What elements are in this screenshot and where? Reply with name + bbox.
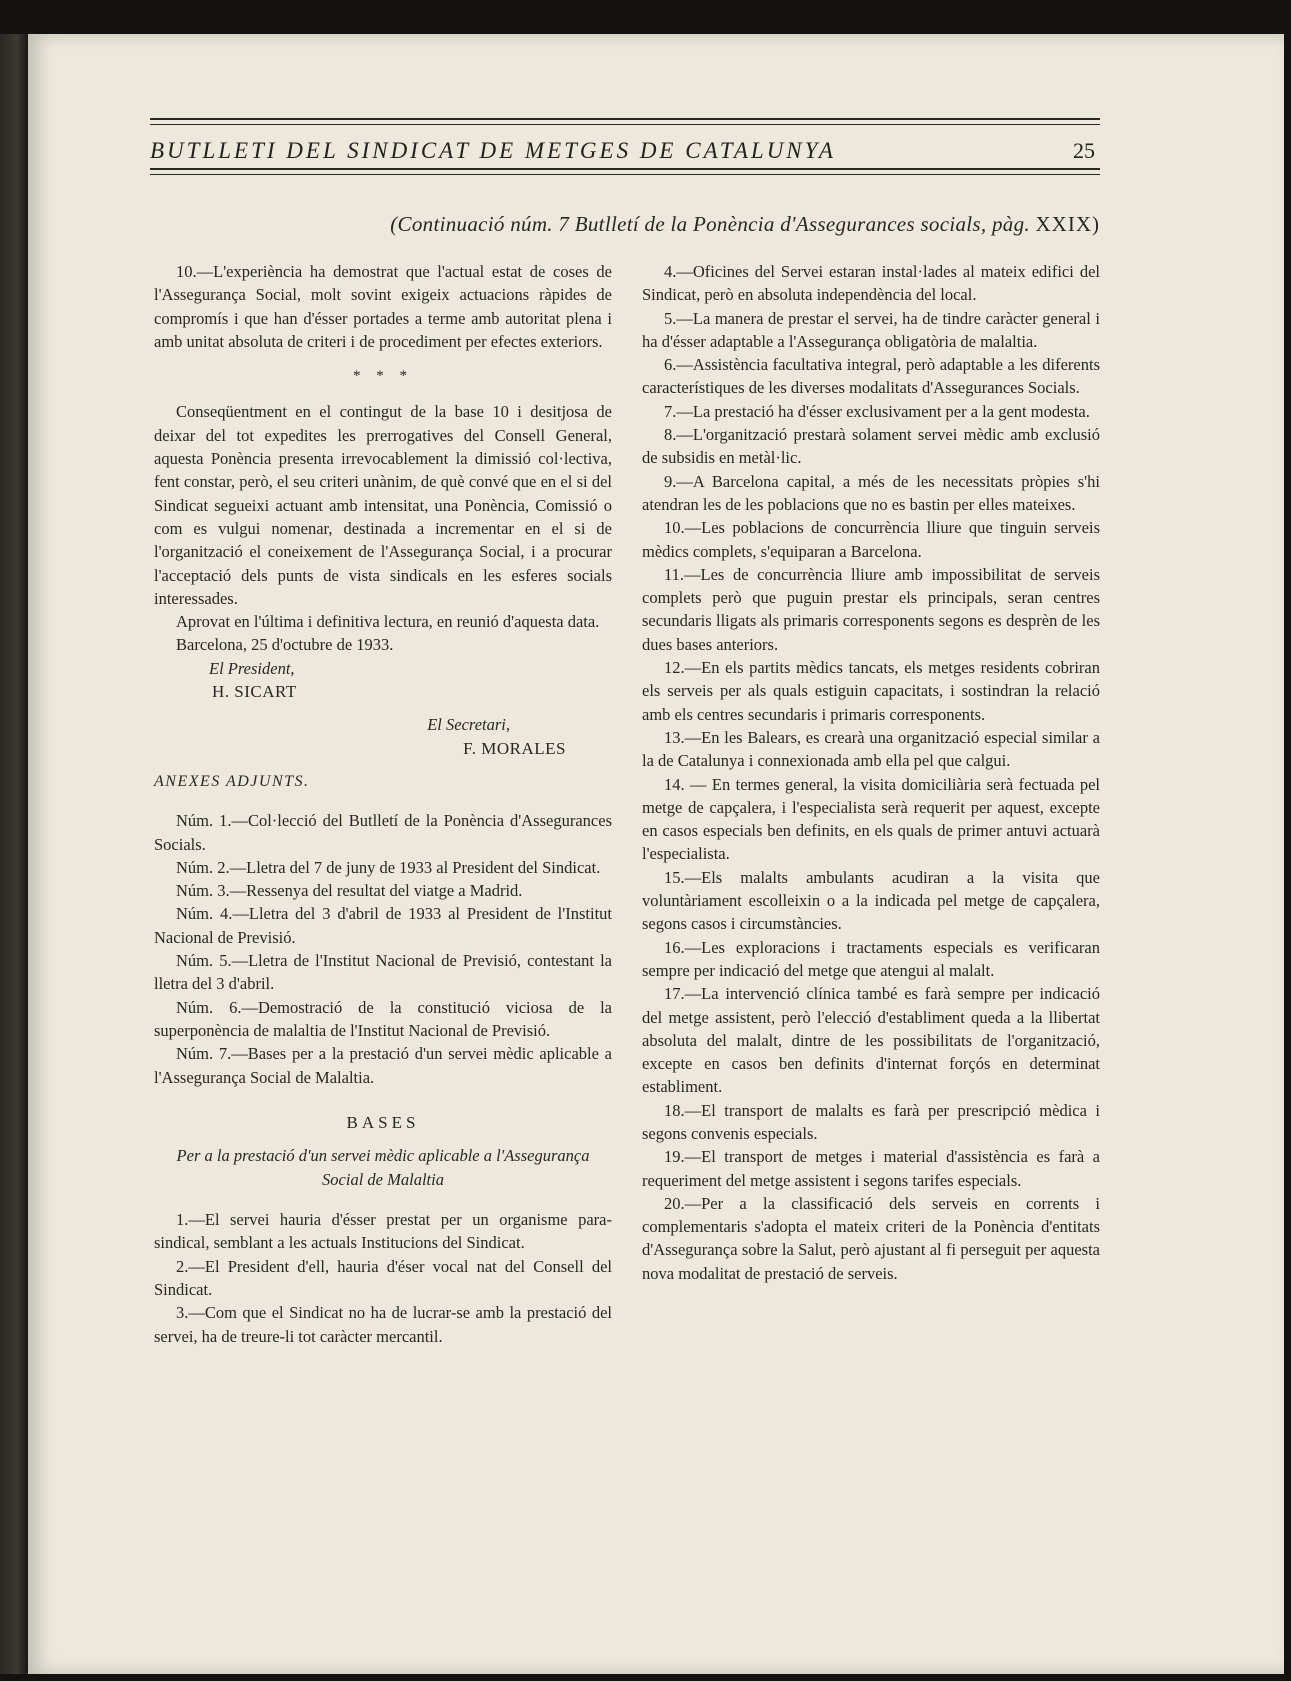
paragraph-base-10: 10.—L'experiència ha demostrat que l'actual estat de coses de l'Assegurança Social, molt sovint exigeix actuacions ràpides de compromís i que han d'ésser portades a terme amb autoritat plena i amb unitat absoluta de criteri i de procediment per efectes exteriors. <box>154 262 612 351</box>
section-separator: * * * <box>353 368 413 385</box>
base-item: 19.—El transport de metges i material d'assistència es farà a requeriment del metge assistent i segons tarifes especials. <box>642 1147 1100 1190</box>
base-item: 12.—En els partits mèdics tancats, els metges residents cobriran els serveis per als quals estiguin capacitats, i sostindran la relació amb els centres secundaris i primaris corresponents. <box>642 658 1100 724</box>
header-rule-bottom <box>150 168 1100 170</box>
annex-item: Núm. 1.—Col·lecció del Butlletí de la Ponència d'Assegurances Socials. <box>154 811 612 854</box>
base-item: 11.—Les de concurrència lliure amb impossibilitat de serveis complets però que puguin prestar els principals, seran centres secundaris lligats als primaris corresponents segons es desprèn de les dues bases anteriors. <box>642 564 1100 654</box>
continuation-page-ref: XXIX) <box>1035 212 1100 236</box>
secretary-name: F. MORALES <box>463 738 566 758</box>
base-item: 8.—L'organització prestarà solament servei mèdic amb exclusió de subsidis en metàl·lic. <box>642 425 1100 468</box>
president-title: El President, <box>209 658 295 678</box>
secretary-title: El Secretari, <box>427 715 510 735</box>
base-item: 20.—Per a la classificació dels serveis en corrents i complementaris s'adopta el mateix criteri de la Ponència d'entitats d'Assegurança sobre la Salut, però ajustant al fi perseguit per aquesta nova modalitat de prestació de serveis. <box>642 1193 1100 1283</box>
date-line: Barcelona, 25 d'octubre de 1933. <box>176 635 394 655</box>
paragraph-consequently: Conseqüentment en el contingut de la base 10 i desitjosa de deixar del tot expedites les prerrogatives del Consell General, aquesta Ponència presenta irrevocablement la dimissió col·lectiva, fent constar, però, el seu criteri unànim, de què convé que en el si del Sindicat segueixi actuant amb intensitat, una Ponència, Comissió o com es vulgui nomenar, destinada a incrementar en el si de l'organització el coneixement de l'Assegurança Social, i a procurar l'acceptació dels punts de vista sindicals en les esferes socials interessades. <box>154 402 612 608</box>
base-item: 1.—El servei hauria d'ésser prestat per un organisme para-sindical, semblant a les actuals Institucions del Sindicat. <box>154 1210 612 1253</box>
annex-item: Núm. 2.—Lletra del 7 de juny de 1933 al President del Sindicat. <box>176 857 601 877</box>
running-header <box>150 138 1095 164</box>
paragraph-approved: Aprovat en l'última i definitiva lectura, en reunió d'aquesta data. <box>176 612 600 632</box>
base-item: 7.—La prestació ha d'ésser exclusivament per a la gent modesta. <box>664 401 1090 421</box>
journal-title: BUTLLETI DEL SINDICAT DE METGES DE CATALUNYA <box>150 138 836 163</box>
base-item: 2.—El President d'ell, hauria d'éser vocal nat del Consell del Sindicat. <box>154 1256 612 1299</box>
annex-item: Núm. 7.—Bases per a la prestació d'un servei mèdic aplicable a l'Assegurança Social de Malaltia. <box>154 1044 612 1087</box>
base-item: 10.—Les poblacions de concurrència lliure que tinguin serveis mèdics complets, s'equiparan a Barcelona. <box>642 518 1100 561</box>
base-item: 18.—El transport de malalts es farà per prescripció mèdica i segons convenis especials. <box>642 1100 1100 1143</box>
base-item: 13.—En les Balears, es crearà una organització especial similar a la de Catalunya i connexionada amb ella pel que calgui. <box>642 727 1100 771</box>
page-number: 25 <box>1073 138 1095 163</box>
base-item: 17.—La intervenció clínica també es farà sempre per indicació del metge assistent, però l'elecció d'establiment queda a la llibertat absoluta del malalt, dintre de les possibilitats de l'organització, excepte en casos ben definits d'internat forçós en determinat establiment. <box>642 984 1100 1097</box>
base-item: 5.—La manera de prestar el servei, ha de tindre caràcter general i ha d'ésser adaptable a l'Assegurança obligatòria de malaltia. <box>642 308 1100 351</box>
header-rule-bottom-2 <box>150 174 1100 175</box>
bases-subtitle: Per a la prestació d'un servei mèdic aplicable a l'Assegurança Social de Malaltia <box>176 1146 590 1190</box>
header-rule-top-2 <box>150 124 1100 125</box>
annex-item: Núm. 6.—Demostració de la constitució viciosa de la superponència de malaltia de l'Institut Nacional de Previsió. <box>154 997 612 1040</box>
binding-edge <box>0 34 28 1674</box>
left-column <box>154 260 612 1348</box>
base-item: 6.—Assistència facultativa integral, però adaptable a les diferents característiques de les diverses modalitats d'Assegurances Socials. <box>642 355 1100 398</box>
continuation-text: (Continuació núm. 7 Butlletí de la Ponència d'Assegurances socials, pàg. <box>390 212 1030 236</box>
header-rule-top <box>150 118 1100 120</box>
base-item: 3.—Com que el Sindicat no ha de lucrar-se amb la prestació del servei, ha de treure-li tot caràcter mercantil. <box>154 1303 612 1346</box>
annex-item: Núm. 3.—Ressenya del resultat del viatge a Madrid. <box>176 881 523 901</box>
continuation-note <box>300 212 1100 237</box>
bases-heading: BASES <box>346 1112 420 1132</box>
base-item: 4.—Oficines del Servei estaran instal·lades al mateix edifici del Sindicat, però en absoluta independència del local. <box>642 262 1100 305</box>
annex-item: Núm. 4.—Lletra del 3 d'abril de 1933 al President de l'Institut Nacional de Previsió. <box>154 904 612 947</box>
annex-item: Núm. 5.—Lletra de l'Institut Nacional de Previsió, contestant la lletra del 3 d'abril. <box>154 951 612 994</box>
base-item: 14. — En termes general, la visita domiciliària serà fectuada pel metge de capçalera, i l'especialista serà requerit per aquest, excepte en casos especials ben definits, en els quals de primer antuvi actuarà l'especialista. <box>642 774 1100 864</box>
annexes-heading: ANEXES ADJUNTS. <box>154 772 310 790</box>
base-item: 9.—A Barcelona capital, a més de les necessitats pròpies s'hi atendran les de les poblacions que no es bastin per elles mateixes. <box>642 471 1100 514</box>
president-name: H. SICART <box>212 682 297 702</box>
right-column <box>642 260 1100 1285</box>
base-item: 15.—Els malalts ambulants acudiran a la visita que voluntàriament escolleixin o a la indicada pel metge de capçalera, segons casos i circumstàncies. <box>642 867 1100 934</box>
base-item: 16.—Les exploracions i tractaments especials es verificaran sempre per indicació del metge que atengui al malalt. <box>642 937 1100 980</box>
